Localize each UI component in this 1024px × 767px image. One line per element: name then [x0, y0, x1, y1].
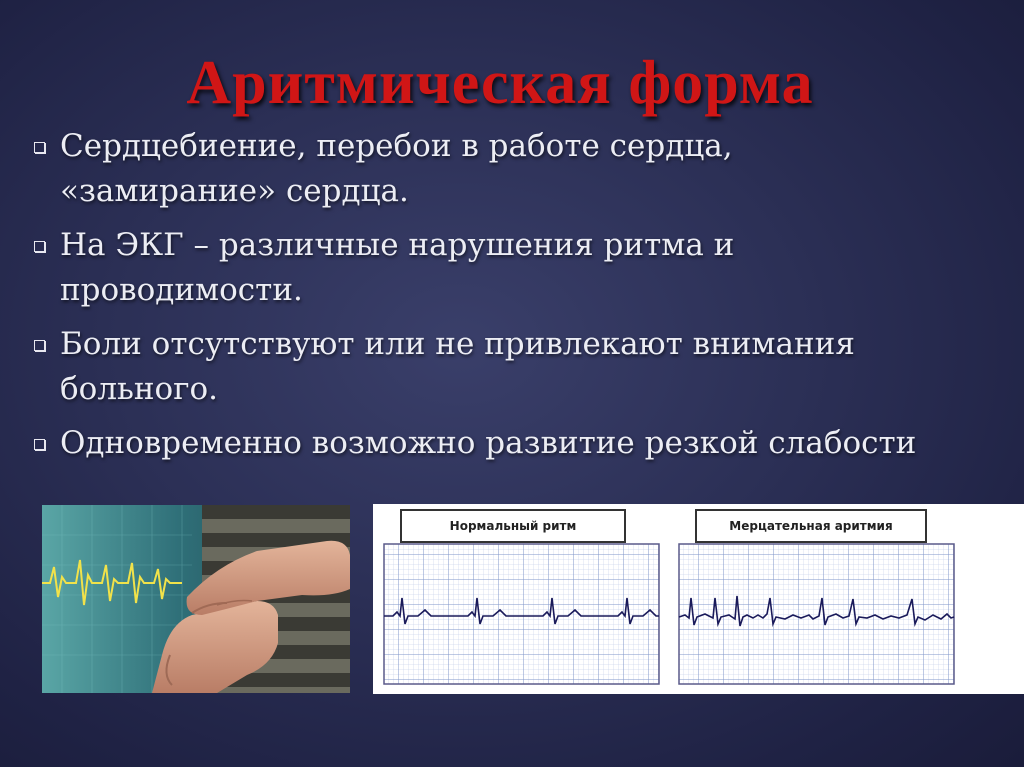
slide-title: Аритмическая форма [186, 49, 814, 117]
square-bullet-icon [34, 241, 45, 252]
bullet-item [28, 322, 988, 412]
square-bullet-icon [34, 439, 45, 450]
square-bullet-icon [34, 142, 45, 153]
atrial-fibrillation-label: Мерцательная аритмия [695, 509, 927, 543]
square-bullet-icon [34, 340, 45, 351]
bullet-text: Сердцебиение, перебои в работе сердца, «замирание» сердца. [60, 128, 733, 209]
bullet-text: На ЭКГ – различные нарушения ритма и проводимости. [60, 227, 735, 308]
bullet-text: Одновременно возможно развитие резкой слабости [60, 425, 917, 461]
bullet-list [28, 124, 988, 475]
ecg-comparison-image [373, 504, 1024, 694]
normal-rhythm-label: Нормальный ритм [400, 509, 626, 543]
bullet-item [28, 421, 988, 466]
bullet-item [28, 223, 988, 313]
bullet-text: Боли отсутствуют или не привлекают внимания больного. [60, 326, 855, 407]
pulse-check-photo [42, 505, 350, 693]
bullet-item [28, 124, 988, 214]
